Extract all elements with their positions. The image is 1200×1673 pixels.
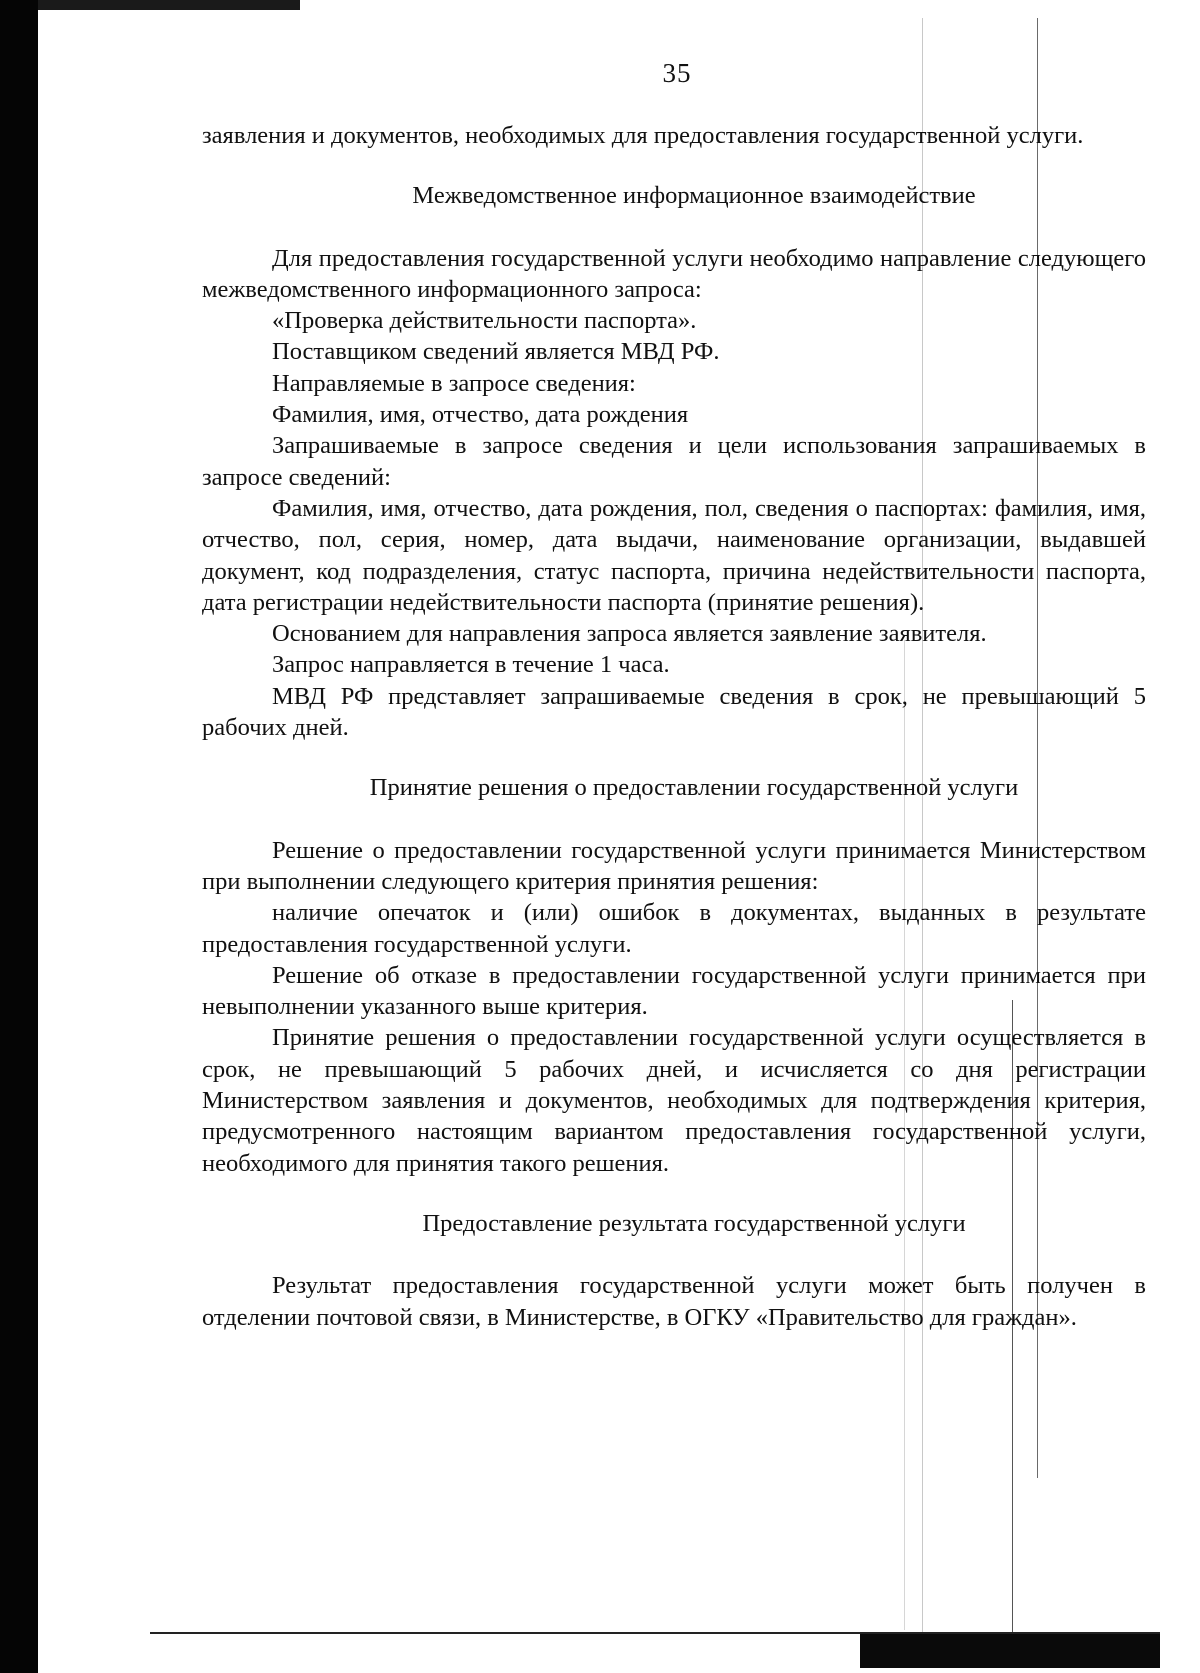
section-heading: Принятие решения о предоставлении государственной услуги	[369, 774, 1019, 802]
document-body	[202, 120, 1146, 1333]
paragraph: Принятие решения о предоставлении государственной услуги осуществляется в срок, не превышающий 5 рабочих дней, и исчисляется со дня регистрации Министерством заявления и документов, необходимых для подтверждения критерия, предусмотренного настоящим вариантом предоставления государственной услуги, необходимого для принятия такого решения.	[202, 1024, 1146, 1177]
paragraph: заявления и документов, необходимых для предоставления государственной услуги.	[202, 122, 1084, 149]
paragraph: Основанием для направления запроса является заявление заявителя.	[272, 620, 987, 648]
paragraph: Поставщиком сведений является МВД РФ.	[272, 338, 720, 366]
paragraph: «Проверка действительности паспорта».	[272, 307, 697, 335]
paragraph: Решение об отказе в предоставлении государственной услуги принимается при невыполнении указанного выше критерия.	[202, 961, 1146, 1021]
paragraph: МВД РФ представляет запрашиваемые сведения в срок, не превышающий 5 рабочих дней.	[202, 682, 1146, 742]
paragraph: Результат предоставления государственной услуги может быть получен в отделении почтовой связи, в Министерстве, в ОГКУ «Правительство для граждан».	[202, 1272, 1146, 1331]
scan-border-top	[38, 0, 300, 10]
paragraph: наличие опечаток и (или) ошибок в документах, выданных в результате предоставления государственной услуги.	[202, 899, 1146, 958]
paragraph: Для предоставления государственной услуги необходимо направление следующего межведомственного информационного запроса:	[202, 244, 1146, 303]
page-number: 35	[662, 58, 692, 88]
paragraph: Фамилия, имя, отчество, дата рождения	[272, 401, 689, 429]
paragraph: Фамилия, имя, отчество, дата рождения, пол, сведения о паспортах: фамилия, имя, отчество, пол, серия, номер, дата выдачи, наименование организации, выдавшей документ, код подразделения, статус паспорта, причина недействительности паспорта, дата регистрации недействительности паспорта (принятие решения).	[202, 494, 1146, 616]
section-heading: Предоставление результата государственной услуги	[422, 1209, 966, 1237]
paragraph: Направляемые в запросе сведения:	[272, 369, 636, 397]
section-heading: Межведомственное информационное взаимодействие	[412, 182, 976, 210]
paragraph: Запрос направляется в течение 1 часа.	[272, 651, 670, 679]
paragraph: Запрашиваемые в запросе сведения и цели использования запрашиваемых в запросе сведений:	[202, 432, 1146, 491]
paragraph: Решение о предоставлении государственной услуги принимается Министерством при выполнении следующего критерия принятия решения:	[202, 836, 1146, 895]
scan-border-bottom	[860, 1634, 1160, 1668]
scan-border-left	[0, 0, 38, 1673]
